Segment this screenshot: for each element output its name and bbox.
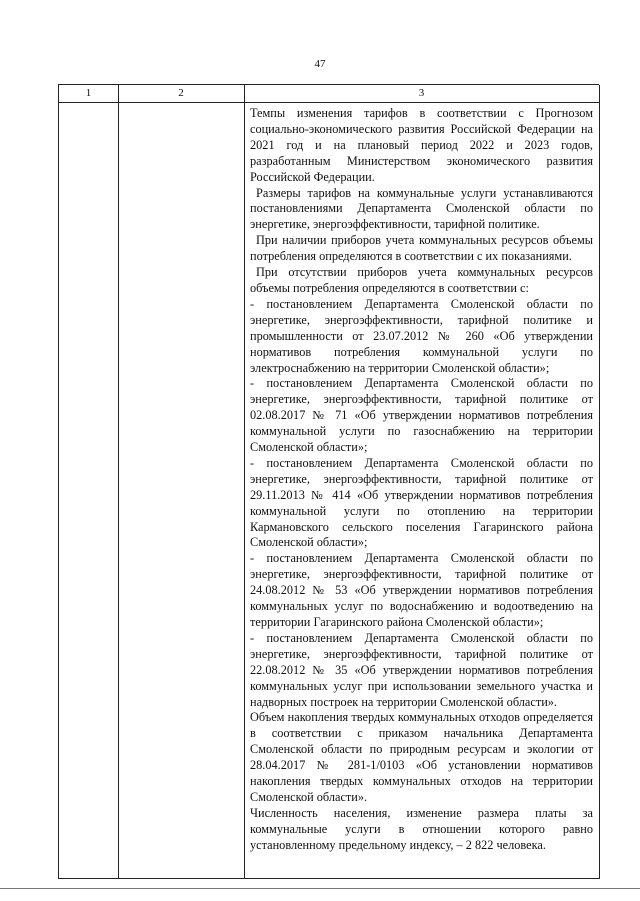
paragraph-tariff-dynamics: Темпы изменения тарифов в соответствии с Прогнозом социально-экономического развития Российской Федерации на 2021 год и на плановый период 2022 и 2023 годов, разработанным Министерством экономического развития Российской Федерации. xyxy=(250,106,593,184)
page-number: 47 xyxy=(314,58,326,70)
column-header-2: 2 xyxy=(118,85,244,103)
column-header-1: 1 xyxy=(59,85,118,103)
table-right-border xyxy=(599,85,600,879)
column-divider-1 xyxy=(118,85,119,879)
list-item-gas: - постановлением Департамента Смоленской области по энергетике, энергоэффективности, тарифной политике от 02.08.2017 № 71 «Об утверждении нормативов потребления коммунальной услуги по газоснабжению на территории Смоленской области»; xyxy=(250,376,593,455)
paragraph-solid-waste: Объем накопления твердых коммунальных отходов определяется в соответствии с приказом начальника Департамента Смоленской области по природным ресурсам и экологии от 28.04.2017 № 281-1/0103 «Об установлении нормативов накопления твердых коммунальных отходов на территории Смоленской области». xyxy=(250,710,593,804)
page-bottom-rule xyxy=(0,888,640,889)
column-divider-2 xyxy=(244,85,245,879)
document-table xyxy=(58,84,599,879)
table-bottom-border xyxy=(59,878,600,879)
list-item-heating: - постановлением Департамента Смоленской области по энергетике, энергоэффективности, тарифной политике от 29.11.2013 № 414 «Об утверждении нормативов потребления коммунальной услуги по отоплению на территории Кармановского сельского поселения Гагаринского района Смоленской области»; xyxy=(250,455,593,550)
paragraph-population: Численность населения, изменение размера платы за коммунальные услуги в отношении которого равно установленному предельному индексу, – 2 822 человека. xyxy=(250,805,593,852)
list-item-land-plot: - постановлением Департамента Смоленской области по энергетике, энергоэффективности, тарифной политике от 22.08.2012 № 35 «Об утверждении нормативов потребления коммунальных услуг при использовании земельного участка и надворных построек на территории Смоленской области». xyxy=(250,630,593,709)
paragraph-meters-present: При наличии приборов учета коммунальных ресурсов объемы потребления определяются в соответствии с их показаниями. xyxy=(250,233,593,264)
paragraph-meters-absent: При отсутствии приборов учета коммунальных ресурсов объемы потребления определяются в соответствии с: xyxy=(250,265,593,295)
column-3-content xyxy=(250,106,593,854)
paragraph-tariff-sizes: Размеры тарифов на коммунальные услуги устанавливаются постановлениями Департамента Смоленской области по энергетике, энергоэффективности, тарифной политике. xyxy=(250,185,593,232)
list-item-water: - постановлением Департамента Смоленской области по энергетике, энергоэффективности, тарифной политике от 24.08.2012 № 53 «Об утверждении нормативов потребления коммунальных услуг по водоснабжению и водоотведению на территории Гагаринского района Смоленской области»; xyxy=(250,551,593,629)
list-item-electricity: - постановлением Департамента Смоленской области по энергетике, энергоэффективности, тарифной политике и промышленности от 23.07.2012 № 260 «Об утверждении нормативов потребления коммунальной услуги по электроснабжению на территории Смоленской области»; xyxy=(250,296,593,375)
column-header-3: 3 xyxy=(244,85,599,103)
